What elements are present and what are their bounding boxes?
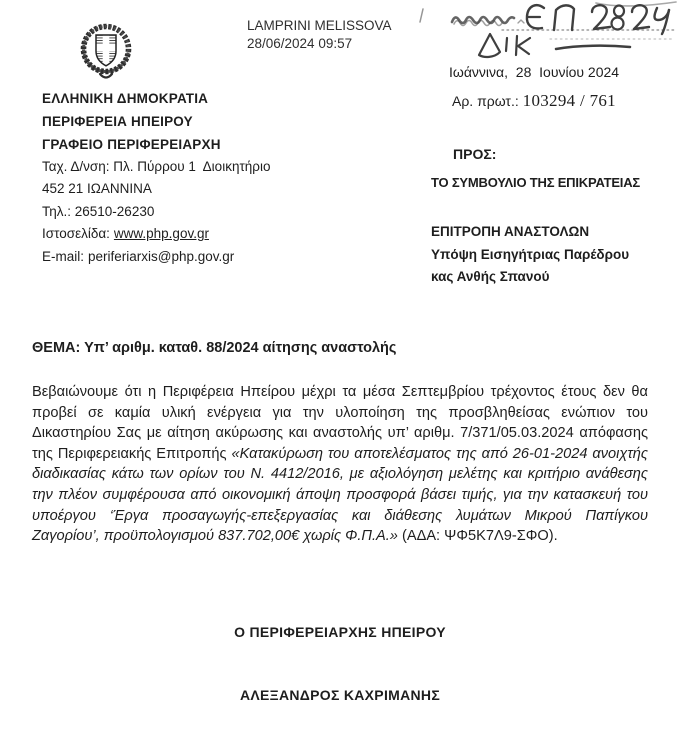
subject-line: ΘΕΜΑ: Υπ’ αριθμ. καταθ. 88/2024 αίτησης αναστολής (32, 340, 397, 356)
recipient-attention: Υπόψη Εισηγήτριας Παρέδρου (431, 246, 630, 262)
recipient-person: κας Ανθής Σπανού (431, 269, 550, 285)
signature-title: Ο ΠΕΡΙΦΕΡΕΙΑΡΧΗΣ ΗΠΕΙΡΟΥ (234, 624, 446, 640)
handwritten-annotations (418, 0, 680, 64)
sender-letterhead (42, 87, 221, 156)
place-and-date: Ιωάννινα, 28 Ιουνίου 2024 (449, 64, 620, 80)
recipient-court: ΤΟ ΣΥΜΒΟΥΛΙΟ ΤΗΣ ΕΠΙΚΡΑΤΕΙΑΣ (431, 175, 640, 190)
hellenic-coat-of-arms-icon (80, 21, 134, 89)
signature-name: ΑΛΕΞΑΝΔΡΟΣ ΚΑΧΡΙΜΑΝΗΣ (239, 687, 441, 703)
sender-email-row (42, 246, 270, 268)
protocol-number-row (452, 91, 616, 111)
body-text-closing: (ΑΔΑ: ΨΦ5Κ7Λ9-ΣΦΟ). (397, 528, 558, 545)
body-text-quoted-italic: «Κατακύρωση του αποτελέσματος της από 26-01-2024 ανοιχτής διαδικασίας κάτω των ορίων του Ν. 4412/2016, με αξιολόγηση μελέτης και κριτήριο ανάθεσης την πλέον συμφέρουσα από οικονομική άποψη προσφορά βάσει τιμής, για την κατασκευή του υποέργου ‘Έργα προσαγωγής-επεξεργασίας και διάθεσης λυμάτων Μικρού Παπίγκου Ζαγορίου’, προϋπολογισμού 837.702,00€ χωρίς Φ.Π.Α.» (32, 445, 648, 545)
sender-country: ΕΛΛΗΝΙΚΗ ΔΗΜΟΚΡΑΤΙΑ (42, 91, 209, 106)
recipient-to-label: ΠΡΟΣ: (453, 146, 497, 162)
recipient-committee: ΕΠΙΤΡΟΠΗ ΑΝΑΣΤΟΛΩΝ (431, 224, 590, 239)
email-label: E-mail: (42, 248, 85, 264)
sender-website-row (42, 223, 270, 245)
website-label: Ιστοσελίδα: (42, 226, 110, 242)
sender-office: ΓΡΑΦΕΙΟ ΠΕΡΙΦΕΡΕΙΑΡΧΗ (42, 137, 221, 152)
sender-phone: Τηλ.: 26510-26230 (42, 203, 155, 219)
recipient-committee-block (431, 221, 629, 289)
body-paragraph (32, 382, 648, 547)
sender-contact-details (42, 156, 270, 268)
scan-header (247, 17, 392, 53)
protocol-label: Αρ. πρωτ.: (452, 93, 519, 109)
sender-address: Ταχ. Δ/νση: Πλ. Πύρρου 1 Διοικητήριο (42, 159, 271, 174)
sender-region: ΠΕΡΙΦΕΡΕΙΑ ΗΠΕΙΡΟΥ (42, 114, 193, 129)
website-link: www.php.gov.gr (113, 226, 209, 242)
scan-timestamp: 28/06/2024 09:57 (247, 36, 353, 51)
body-text-regular: Βεβαιώνουμε ότι η Περιφέρεια Ηπείρου μέχρι τα μέσα Σεπτεμβρίου τρέχοντος έτους δεν θα προβεί σε καμία υλική ενέργεια για την υλοποίηση της προσβληθείσας ενώπιον του Δικαστηρίου Σας με αίτηση ακύρωσης και αναστολής υπ’ αριθμ. 7/371/05.03.2024 απόφασης της Περιφερειακής Επιτροπής (32, 384, 648, 462)
email-address: periferiarxis@php.gov.gr (88, 248, 235, 264)
sender-postal-city: 452 21 ΙΩΑΝΝΙΝΑ (42, 181, 152, 197)
protocol-number: 103294 / 761 (522, 91, 616, 110)
scan-user-name: LAMPRINI MELISSOVA (247, 18, 392, 33)
